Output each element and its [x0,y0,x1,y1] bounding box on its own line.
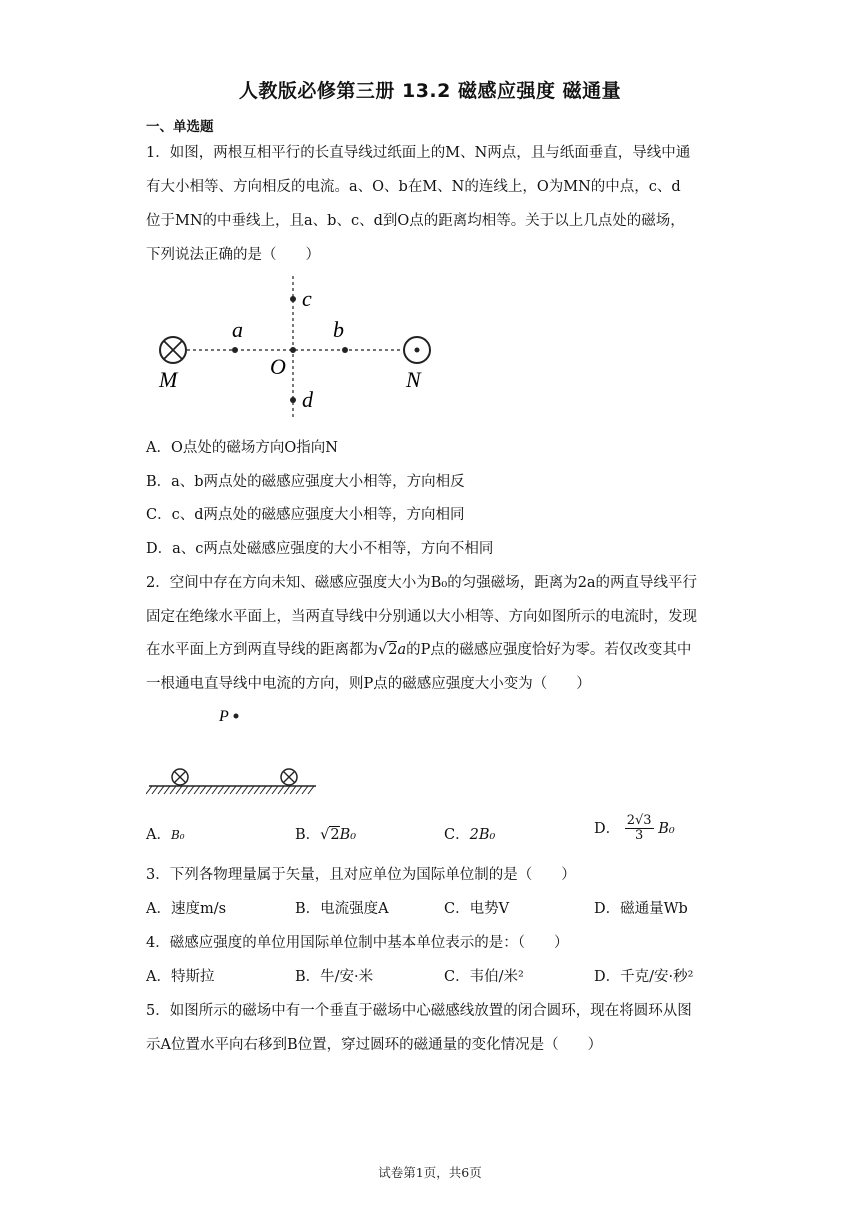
wire-left-into-page-icon [172,769,188,785]
q2-text-line-1: 2．空间中存在方向未知、磁感应强度大小为B₀的匀强磁场，距离为2a的两直导线平行 [146,575,698,591]
q4-option-c: C．韦伯/米² [444,969,524,985]
q4-text-line-1: 4．磁感应强度的单位用国际单位制中基本单位表示的是：（ ） [146,935,569,951]
q1-text-line-4: 下列说法正确的是（ ） [146,247,320,263]
q4-option-b: B．牛/安·米 [295,969,374,985]
q2-option-a: A．B₀ [146,827,185,843]
hatch-mark [308,786,314,794]
q2-option-c: C．2B₀ [444,827,496,843]
section-heading: 一、单选题 [146,119,214,135]
hatch-mark [194,786,200,794]
q1-option-d: D．a、c两点处磁感应强度的大小不相等，方向不相同 [146,541,494,557]
hatch-mark [284,786,290,794]
hatch-mark [296,786,302,794]
hatch-mark [218,786,224,794]
q4-option-d: D．千克/安·秒² [594,969,694,985]
point-b [342,347,348,353]
q3-option-c: C．电势V [444,901,510,917]
label-o: O [270,354,286,379]
q1-figure [150,270,450,422]
ground-hatching [146,786,314,794]
label-a: a [232,317,243,342]
q2-text-line-2: 固定在绝缘水平面上，当两直导线中分别通以大小相等、方向如图所示的电流时，发现 [146,609,697,625]
hatch-mark [278,786,284,794]
point-c [290,296,296,302]
q1-text-line-3: 位于MN的中垂线上，且a、b、c、d到O点的距离均相等。关于以上几点处的磁场， [146,213,685,229]
hatch-mark [266,786,272,794]
hatch-mark [182,786,188,794]
wire-n-out-of-page-icon [404,337,430,363]
hatch-mark [248,786,254,794]
hatch-mark [200,786,206,794]
q5-text-line-2: 示A位置水平向右移到B位置，穿过圆环的磁通量的变化情况是（ ） [146,1037,603,1053]
q1-option-c: C．c、d两点处的磁感应强度大小相等，方向相同 [146,507,465,523]
wire-right-into-page-icon [281,769,297,785]
label-b: b [333,317,344,342]
hatch-mark [302,786,308,794]
hatch-mark [146,786,152,794]
hatch-mark [212,786,218,794]
hatch-mark [224,786,230,794]
hatch-mark [188,786,194,794]
label-c: c [302,286,312,311]
q2-text-line-3: 在水平面上方到两直导线的距离都为√2a的P点的磁感应强度恰好为零。若仅改变其中 [146,642,692,658]
q2-option-d: D． $\frac{2√3}{3}$ B₀ [594,813,675,844]
q3-option-a: A．速度m/s [146,901,227,917]
hatch-mark [236,786,242,794]
q1-text-line-1: 1．如图，两根互相平行的长直导线过纸面上的M、N两点，且与纸面垂直，导线中通 [146,145,691,161]
q3-option-b: B．电流强度A [295,901,389,917]
hatch-mark [206,786,212,794]
q2-option-b: B．√2B₀ [295,827,357,843]
q4-option-a: A．特斯拉 [146,969,215,985]
label-n: N [406,367,421,392]
point-o [290,347,296,353]
q2-text-line-4: 一根通电直导线中电流的方向，则P点的磁感应强度大小变为（ ） [146,676,591,692]
q3-option-d: D．磁通量Wb [594,901,688,917]
q1-option-a: A．O点处的磁场方向O指向N [146,440,338,456]
hatch-mark [260,786,266,794]
page-footer: 试卷第1页，共6页 [378,1165,482,1180]
hatch-mark [152,786,158,794]
q1-option-b: B．a、b两点处的磁感应强度大小相等，方向相反 [146,474,465,490]
q1-text-line-2: 有大小相等、方向相反的电流。a、O、b在M、N的连线上，O为MN的中点，c、d [146,179,681,195]
hatch-mark [158,786,164,794]
page-title: 人教版必修第三册 13.2 磁感应强度 磁通量 [238,80,622,102]
hatch-mark [164,786,170,794]
hatch-mark [242,786,248,794]
hatch-mark [272,786,278,794]
point-p [234,714,239,719]
point-a [232,347,238,353]
hatch-mark [254,786,260,794]
label-d: d [302,387,313,412]
q2-figure [146,700,321,800]
point-d [290,397,296,403]
hatch-mark [290,786,296,794]
wire-m-into-page-icon [160,337,186,363]
hatch-mark [176,786,182,794]
hatch-mark [230,786,236,794]
label-m: M [159,367,178,392]
q5-text-line-1: 5．如图所示的磁场中有一个垂直于磁场中心磁感线放置的闭合圆环，现在将圆环从图 [146,1003,692,1019]
q3-text-line-1: 3．下列各物理量属于矢量，且对应单位为国际单位制的是（ ） [146,867,576,883]
label-p: P [219,708,229,725]
hatch-mark [170,786,176,794]
